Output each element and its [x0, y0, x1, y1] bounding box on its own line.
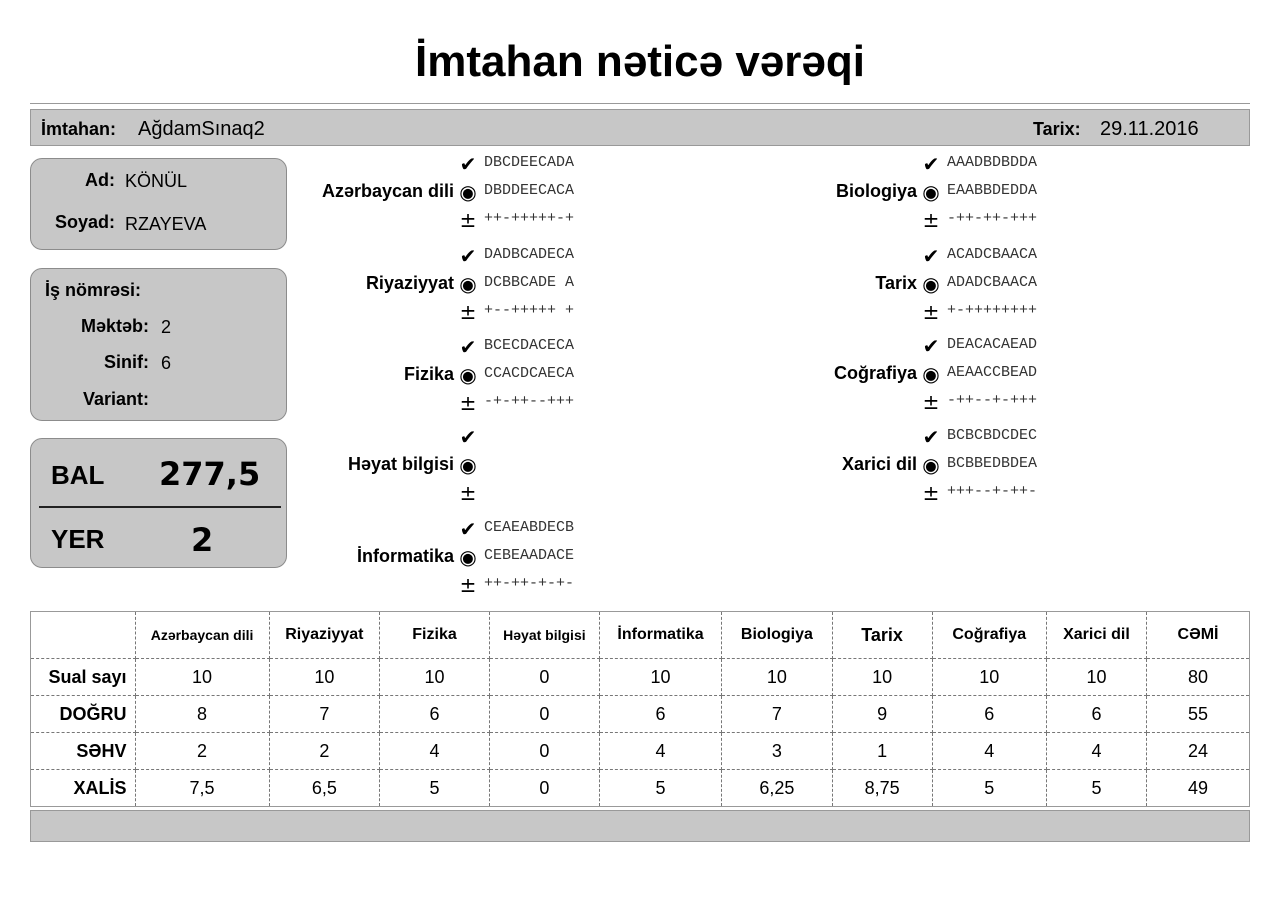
table-cell: 0	[489, 770, 599, 806]
table-cell: 49	[1147, 770, 1250, 806]
table-row	[31, 696, 1249, 733]
table-cell: 2	[135, 733, 269, 770]
divider	[30, 103, 1250, 104]
subject-answers: DBDDEECACA	[484, 182, 575, 199]
radio-target-icon: ◉	[922, 272, 940, 296]
subject-marks: +++--+-++-	[947, 483, 1038, 500]
table-cell: 10	[599, 659, 721, 696]
subject-key: CEAEABDECB	[484, 519, 575, 536]
class-label: Sinif:	[104, 352, 149, 372]
column-header: Azərbaycan dili	[135, 612, 269, 659]
table-cell: 6	[380, 696, 490, 733]
surname-value: RZAYEVA	[125, 214, 207, 234]
subject-marks: -++--+-+++	[947, 392, 1038, 409]
subject-key: BCBCBDCDEC	[947, 427, 1038, 444]
column-header: Həyat bilgisi	[489, 612, 599, 659]
subject-key: DEACACAEAD	[947, 336, 1038, 353]
score-divider	[39, 506, 281, 508]
subject-answers: EAABBDEDDA	[947, 182, 1038, 199]
yer-value: 2	[191, 521, 214, 559]
plus-minus-icon: ±	[922, 390, 940, 414]
table-cell: 10	[269, 659, 379, 696]
name-label: Ad:	[85, 170, 115, 190]
subject-block	[754, 152, 1254, 242]
check-icon: ✔	[922, 244, 940, 268]
subject-block	[291, 335, 791, 425]
row-label: XALİS	[31, 770, 135, 806]
subject-key: BCECDACECA	[484, 337, 575, 354]
plus-minus-icon: ±	[459, 481, 477, 505]
subject-marks: -+-++--+++	[484, 393, 575, 410]
subject-marks: ++-++-+-+-	[484, 575, 575, 592]
subject-block	[291, 152, 791, 242]
yer-label: YER	[51, 524, 105, 554]
column-header	[31, 612, 135, 659]
work-number-label: İş nömrəsi:	[45, 280, 142, 300]
date-value: 29.11.2016	[1100, 118, 1199, 140]
table-cell: 7,5	[135, 770, 269, 806]
table-cell: 6,25	[722, 770, 832, 806]
table-cell: 3	[722, 733, 832, 770]
work-box	[30, 268, 287, 421]
subject-key: DBCDEECADA	[484, 154, 575, 171]
table-cell: 5	[599, 770, 721, 806]
subject-answers: BCBBEDBDEA	[947, 455, 1038, 472]
bal-value: 277,5	[159, 455, 261, 493]
table-cell: 6,5	[269, 770, 379, 806]
table-cell: 7	[722, 696, 832, 733]
plus-minus-icon: ±	[459, 573, 477, 597]
table-row	[31, 733, 1249, 770]
column-header: Xarici dil	[1046, 612, 1146, 659]
table-cell: 0	[489, 696, 599, 733]
subject-name: Riyaziyyat	[365, 273, 454, 293]
table-cell: 5	[380, 770, 490, 806]
school-value: 2	[161, 317, 172, 337]
check-icon: ✔	[922, 425, 940, 449]
table-cell: 10	[722, 659, 832, 696]
table-cell: 0	[489, 733, 599, 770]
radio-target-icon: ◉	[922, 180, 940, 204]
subject-answers: DCBBCADE A	[484, 274, 575, 291]
table-cell: 5	[1046, 770, 1146, 806]
subject-name: Tarix	[875, 273, 917, 293]
check-icon: ✔	[459, 335, 477, 359]
subject-name: İnformatika	[356, 546, 454, 566]
subject-block	[291, 425, 791, 515]
table-cell: 6	[1046, 696, 1146, 733]
table-cell: 9	[832, 696, 932, 733]
table-cell: 80	[1147, 659, 1250, 696]
table-cell: 0	[489, 659, 599, 696]
table-cell: 8,75	[832, 770, 932, 806]
column-header: Tarix	[832, 612, 932, 659]
exam-label: İmtahan:	[41, 119, 117, 139]
column-header: CƏMİ	[1147, 612, 1250, 659]
radio-target-icon: ◉	[459, 272, 477, 296]
plus-minus-icon: ±	[459, 300, 477, 324]
subject-marks: +-++++++++	[947, 302, 1038, 319]
subject-marks: +--+++++ +	[484, 302, 575, 319]
table-cell: 55	[1147, 696, 1250, 733]
plus-minus-icon: ±	[459, 391, 477, 415]
subject-answers: AEAACCBEAD	[947, 364, 1038, 381]
table-cell: 10	[380, 659, 490, 696]
check-icon: ✔	[459, 244, 477, 268]
row-label: Sual sayı	[31, 659, 135, 696]
exam-header-bar	[30, 109, 1250, 146]
table-cell: 10	[135, 659, 269, 696]
score-box	[30, 438, 287, 568]
subject-block	[291, 517, 791, 607]
results-table	[30, 611, 1250, 807]
table-cell: 6	[932, 696, 1046, 733]
table-cell: 2	[269, 733, 379, 770]
plus-minus-icon: ±	[922, 300, 940, 324]
radio-target-icon: ◉	[459, 363, 477, 387]
subject-name: Həyat bilgisi	[347, 454, 454, 474]
plus-minus-icon: ±	[459, 208, 477, 232]
subject-block	[754, 425, 1254, 515]
variant-label: Variant:	[82, 389, 149, 409]
radio-target-icon: ◉	[459, 180, 477, 204]
student-box	[30, 158, 287, 250]
surname-label: Soyad:	[54, 212, 115, 232]
subject-answers: CEBEAADACE	[484, 547, 575, 564]
page-title: İmtahan nəticə vərəqi	[415, 37, 865, 86]
table-row	[31, 770, 1249, 806]
subject-name: Azərbaycan dili	[321, 181, 454, 201]
radio-target-icon: ◉	[459, 453, 477, 477]
check-icon: ✔	[459, 425, 477, 449]
table-cell: 4	[380, 733, 490, 770]
subject-block	[291, 244, 791, 334]
subject-name: Biologiya	[835, 181, 917, 201]
table-cell: 1	[832, 733, 932, 770]
radio-target-icon: ◉	[922, 453, 940, 477]
subject-answers: ADADCBAACA	[947, 274, 1038, 291]
subject-answers: CCACDCAECA	[484, 365, 575, 382]
table-cell: 10	[1046, 659, 1146, 696]
subject-key: ACADCBAACA	[947, 246, 1038, 263]
subject-name: Fizika	[403, 364, 454, 384]
school-label: Məktəb:	[80, 316, 149, 336]
row-label: SƏHV	[31, 733, 135, 770]
table-cell: 5	[932, 770, 1046, 806]
radio-target-icon: ◉	[459, 545, 477, 569]
check-icon: ✔	[459, 152, 477, 176]
table-cell: 4	[1046, 733, 1146, 770]
name-value: KÖNÜL	[125, 171, 188, 191]
class-value: 6	[161, 353, 172, 373]
column-header: Fizika	[380, 612, 490, 659]
column-header: İnformatika	[599, 612, 721, 659]
table-cell: 24	[1147, 733, 1250, 770]
check-icon: ✔	[922, 334, 940, 358]
subject-name: Coğrafiya	[833, 363, 917, 383]
column-header: Riyaziyyat	[269, 612, 379, 659]
footer-bar	[30, 810, 1250, 842]
subject-block	[754, 334, 1254, 424]
bal-label: BAL	[51, 460, 105, 490]
check-icon: ✔	[459, 517, 477, 541]
column-header: Biologiya	[722, 612, 832, 659]
plus-minus-icon: ±	[922, 481, 940, 505]
date-label: Tarix:	[1033, 119, 1081, 139]
table-cell: 10	[832, 659, 932, 696]
exam-value: AğdamSınaq2	[138, 118, 265, 140]
table-cell: 10	[932, 659, 1046, 696]
subject-marks: ++-+++++-+	[484, 210, 575, 227]
plus-minus-icon: ±	[922, 208, 940, 232]
radio-target-icon: ◉	[922, 362, 940, 386]
column-header: Coğrafiya	[932, 612, 1046, 659]
subject-name: Xarici dil	[841, 454, 917, 474]
subject-key: DADBCADECA	[484, 246, 575, 263]
check-icon: ✔	[922, 152, 940, 176]
row-label: DOĞRU	[31, 696, 135, 733]
table-row	[31, 659, 1249, 696]
table-cell: 8	[135, 696, 269, 733]
table-cell: 4	[599, 733, 721, 770]
table-cell: 7	[269, 696, 379, 733]
subject-key: AAADBDBDDA	[947, 154, 1038, 171]
subject-marks: -++-++-+++	[947, 210, 1038, 227]
subject-block	[754, 244, 1254, 334]
table-cell: 4	[932, 733, 1046, 770]
table-cell: 6	[599, 696, 721, 733]
table-header-row	[31, 612, 1249, 659]
